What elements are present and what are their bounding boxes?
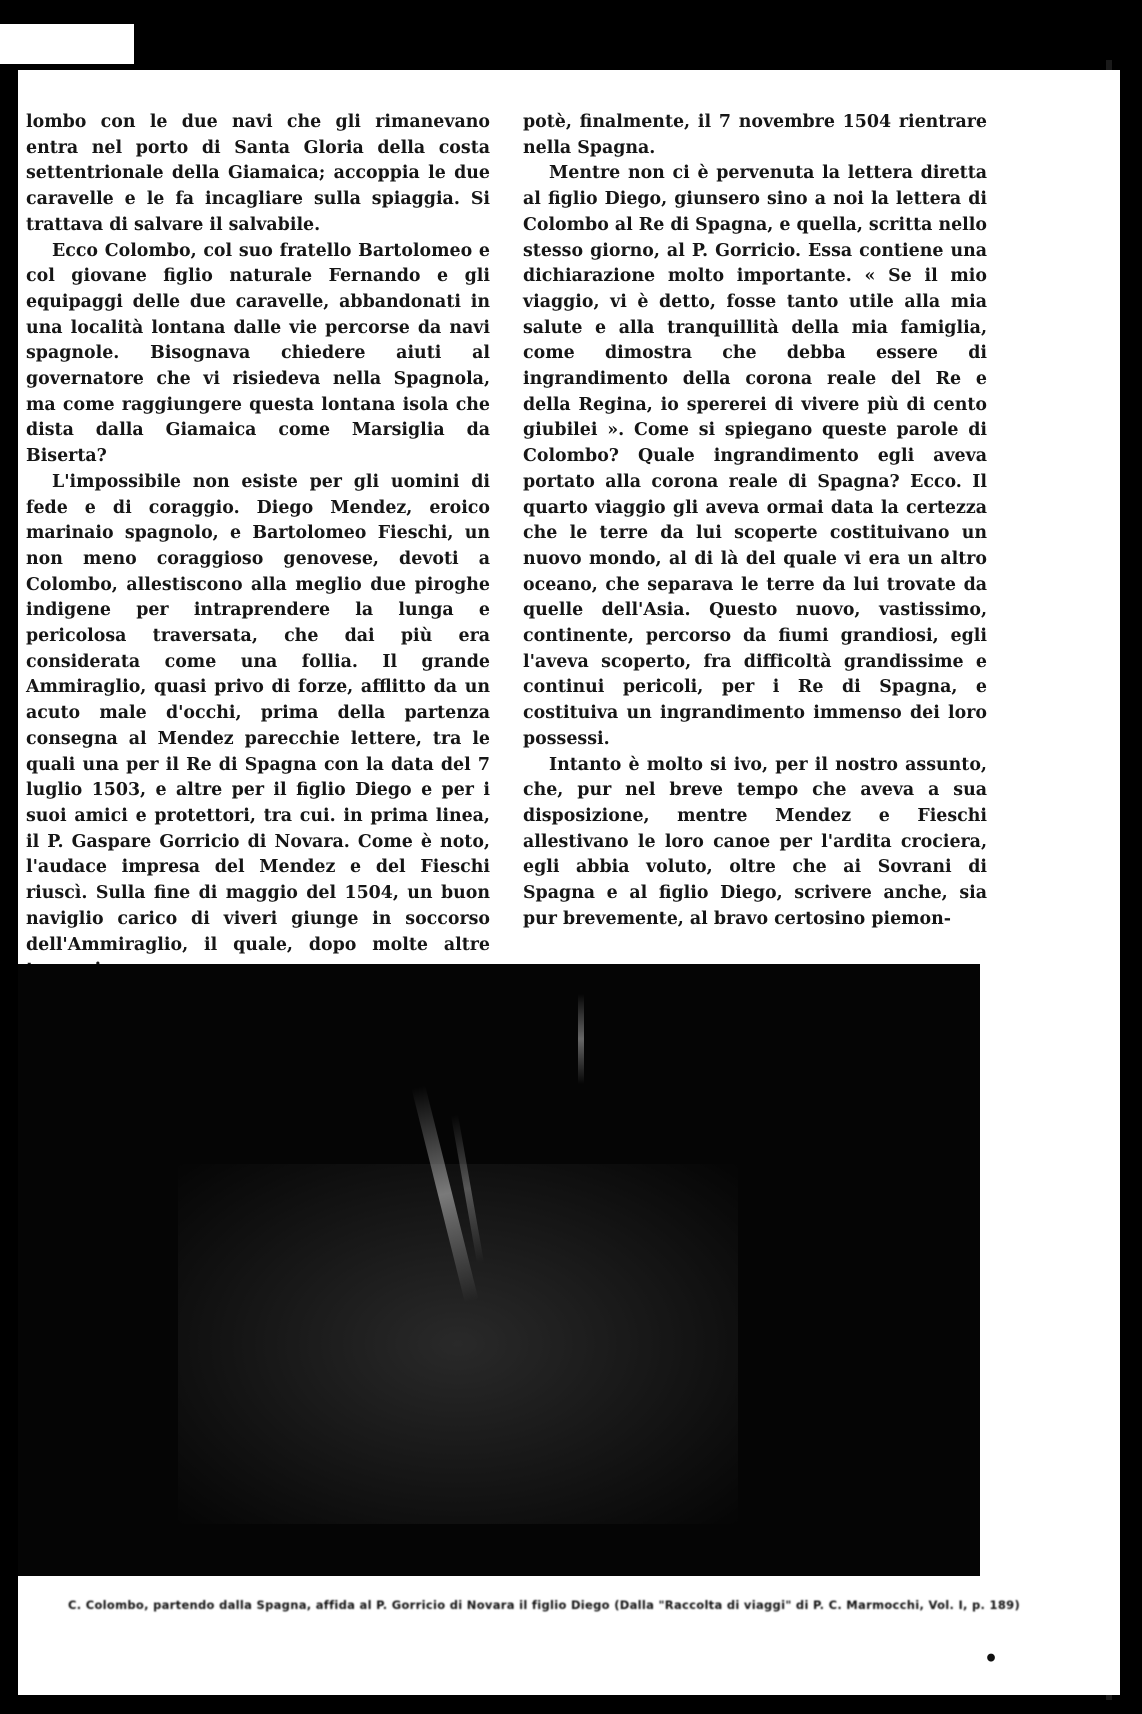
book-page [18, 70, 1120, 1695]
photo-highlight [578, 994, 584, 1084]
page-mark: • [984, 1646, 999, 1672]
paragraph: Mentre non ci è pervenuta la lettera diretta al figlio Diego, giunsero sino a noi la lettera di Colombo al Re di Spagna, e quella, scritta nello stesso giorno, al P. Gorricio. Essa contiene una dichiarazione molto importante. « Se il mio viaggio, vi è detto, fosse tanto utile alla mia salute e alla tranquillità della mia famiglia, come dimostra che debba essere di ingrandimento della corona reale del Re e della Regina, io spererei di vivere più di cento giubilei ». Come si spiegano queste parole di Colombo? Quale ingrandimento egli aveva portato alla corona reale di Spagna? Ecco. Il quarto viaggio gli aveva ormai data la certezza che le terre da lui scoperte costituivano un nuovo mondo, al di là del quale vi era un altro oceano, che separava le terre da lui trovate da quelle dell'Asia. Questo nuovo, vastissimo, continente, percorso da fiumi grandiosi, egli l'aveva scoperto, fra difficoltà grandissime e continui pericoli, per i Re di Spagna, e costituiva un ingrandimento immenso dei loro possessi. [523, 163, 987, 749]
paragraph: lombo con le due navi che gli rimanevano entra nel porto di Santa Gloria della costa settentrionale della Giamaica; accoppia le due caravelle e le fa incagliare sulla spiaggia. Si trattava di salvare il salvabile. [26, 112, 490, 235]
figure-caption: C. Colombo, partendo dalla Spagna, affida al P. Gorricio di Novara il figlio Diego (Dalla "Raccolta di viaggi" di P. C. Marmocchi, Vol. I, p. 189) [68, 1598, 1020, 1612]
paragraph: Ecco Colombo, col suo fratello Bartolomeo e col giovane figlio naturale Fernando e gli equipaggi delle due caravelle, abbandonati in una località lontana dalle vie percorse da navi spagnole. Bisognava chiedere aiuti al governatore che vi risiedeva nella Spagnola, ma come raggiungere questa lontana isola che dista dalla Giamaica come Marsiglia da Biserta? [26, 240, 490, 467]
left-text-column [26, 110, 490, 984]
illustration-photo [18, 964, 980, 1576]
right-text-column [523, 110, 987, 933]
paragraph: L'impossibile non esiste per gli uomini di fede e di coraggio. Diego Mendez, eroico marinaio spagnolo, e Bartolomeo Fieschi, un non meno coraggioso genovese, devoti a Colombo, allestiscono alla meglio due piroghe indigene per intraprendere la lunga e pericolosa traversata, che dai più era considerata come una follia. Il grande Ammiraglio, quasi privo di forze, afflitto da un acuto male d'occhi, prima della partenza consegna al Mendez parecchie lettere, tra le quali una per il Re di Spagna con la data del 7 luglio 1503, e altre per il figlio Diego e per i suoi amici e protettori, tra cui. in prima linea, il P. Gaspare Gorricio di Novara. Come è noto, l'audace impresa del Mendez e del Fieschi riuscì. Sulla fine di maggio del 1504, un buon naviglio carico di viveri giunge in soccorso dell'Ammiraglio, il quale, dopo molte altre [26, 471, 490, 955]
scan-corner-tab [0, 24, 134, 64]
paragraph: Intanto è molto si ivo, per il nostro assunto, che, pur nel breve tempo che aveva a sua disposizione, mentre Mendez e Fieschi allestivano le loro canoe per l'ardita crociera, egli abbia voluto, oltre che ai Sovrani di Spagna e al figlio Diego, scrivere anche, sia pur brevemente, al bravo certosino piemon- [523, 754, 987, 929]
paragraph: potè, finalmente, il 7 novembre 1504 rientrare nella Spagna. [523, 112, 987, 158]
